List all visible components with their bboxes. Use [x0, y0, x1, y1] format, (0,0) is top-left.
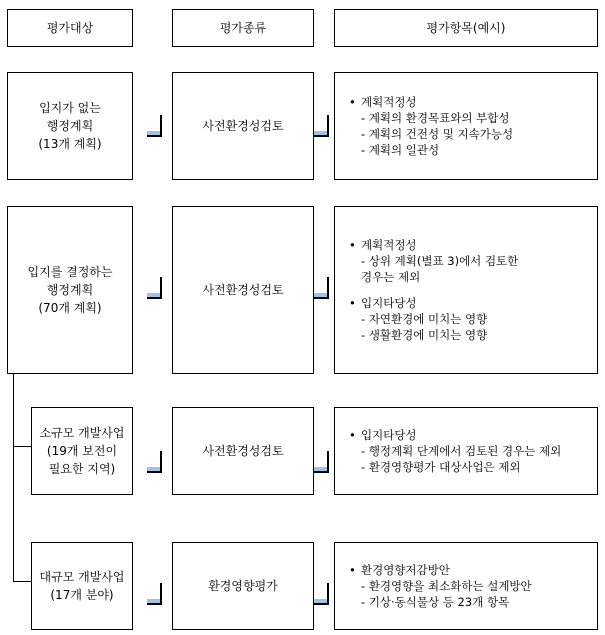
- arrow-icon: [146, 580, 166, 610]
- bullet-item: • 입지타당성: [349, 427, 597, 443]
- arrow-icon: [146, 274, 166, 304]
- arrow-icon: [146, 112, 166, 142]
- arrow-icon: [310, 580, 330, 610]
- sub-item: - 계획의 환경목표와의 부합성: [349, 110, 597, 126]
- items-box-row1: [334, 72, 598, 180]
- sub-item: - 계획의 일관성: [349, 142, 597, 158]
- sub-item: - 행정계획 단계에서 검토된 경우는 제외: [349, 443, 597, 459]
- arrow-icon: [310, 274, 330, 304]
- arrow-icon: [310, 448, 330, 478]
- items-box-row2: [334, 206, 598, 374]
- type-box-row1: 사전환경성검토: [172, 72, 314, 180]
- header-target: 평가대상: [7, 9, 133, 47]
- bullet-item: • 환경영향저감방안: [349, 562, 597, 578]
- type-box-row4: 환경영향평가: [172, 542, 314, 630]
- items-box-row4: [334, 542, 598, 630]
- type-box-row3: 사전환경성검토: [172, 407, 314, 495]
- bullet-item: • 입지타당성: [349, 295, 597, 311]
- tree-branch-large: [13, 581, 31, 582]
- bullet-item: • 계획적정성: [349, 94, 597, 110]
- arrow-icon: [310, 112, 330, 142]
- target-box-row1: 입지가 없는 행정계획 (13개 계획): [7, 72, 133, 180]
- sub-item: - 생활환경에 미치는 영향: [349, 327, 597, 343]
- header-items: 평가항목(예시): [334, 9, 598, 47]
- target-box-row3: 소규모 개발사업 (19개 보전이 필요한 지역): [31, 407, 133, 495]
- arrow-icon: [146, 448, 166, 478]
- type-box-row2: 사전환경성검토: [172, 206, 314, 374]
- items-box-row3: [334, 407, 598, 495]
- sub-item: - 기상·동식물상 등 23개 항목: [349, 594, 597, 610]
- sub-item: - 환경영향평가 대상사업은 제외: [349, 459, 597, 475]
- sub-item: - 자연환경에 미치는 영향: [349, 311, 597, 327]
- target-box-row4: 대규모 개발사업 (17개 분야): [31, 542, 133, 630]
- target-box-row2: 입지를 결정하는 행정계획 (70개 계획): [7, 206, 133, 374]
- bullet-item: • 계획적정성: [349, 237, 597, 253]
- sub-item: - 상위 계획(별표 3)에서 검토한 경우는 제외: [349, 253, 597, 285]
- sub-item: - 환경영향을 최소화하는 설계방안: [349, 578, 597, 594]
- tree-vertical-line: [13, 374, 14, 582]
- header-type: 평가종류: [172, 9, 314, 47]
- sub-item: - 계획의 건전성 및 지속가능성: [349, 126, 597, 142]
- tree-branch-small: [13, 446, 31, 447]
